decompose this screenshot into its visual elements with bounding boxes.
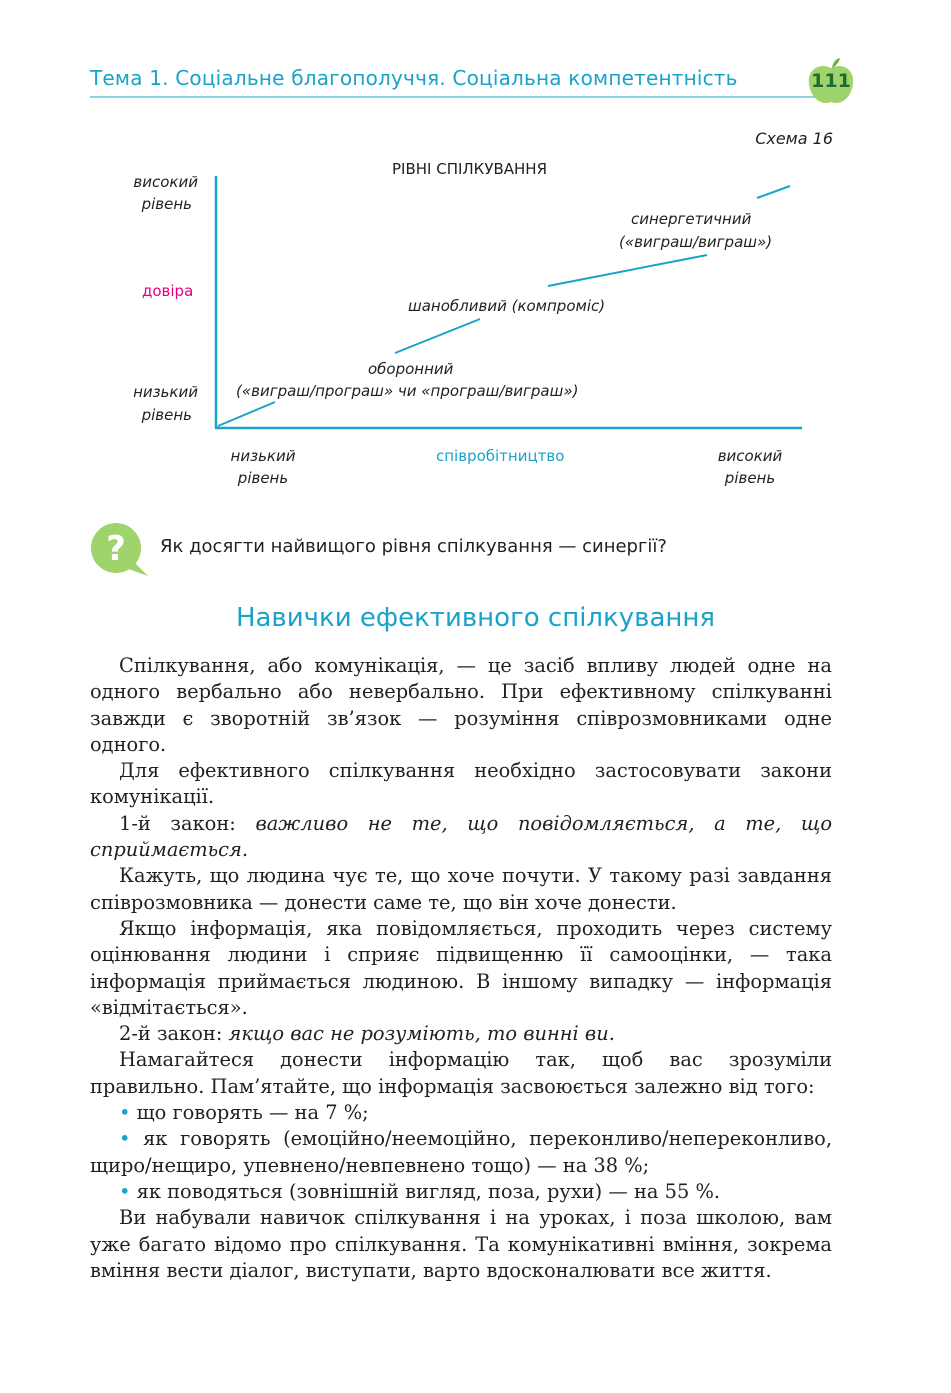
bullet-icon: •: [119, 1101, 131, 1125]
diagram-lines: [0, 0, 951, 520]
y-axis-high-label-2: рівень: [141, 195, 192, 213]
bullet-text-3: як поводяться (зовнішній вигляд, поза, рухи) — на 55 %.: [136, 1179, 721, 1203]
bullet-item-3: [90, 1179, 832, 1205]
law-1-label: 1-й закон:: [119, 811, 256, 835]
scheme-label: Схема 16: [755, 129, 833, 148]
paragraph-2: Для ефективного спілкування необхідно застосовувати закони комунікації.: [90, 759, 832, 809]
paragraph-4: Якщо інформація, яка повідомляється, проходить через систему оцінювання людини і сприяє підвищенню її самооцінки, — така інформація приймається людиною. В іншому випадку — інформація «відмітається».: [90, 916, 832, 1019]
paragraph-1: Спілкування, або комунікація, — це засіб впливу людей одне на одного вербально або невербально. При ефективному спілкуванні завжди є зворотній зв’язок — розуміння співрозмовниками одне одного.: [90, 654, 832, 756]
y-axis-high-label-1: високий: [133, 173, 198, 191]
synergy-upper-line: [757, 186, 790, 198]
bullet-text-2: як говорять (емоційно/неемоційно, переконливо/непереконливо, щиро/нещиро, упевнено/невпевнено тощо) — на 38 %;: [90, 1127, 832, 1177]
paragraph-5: Намагайтеся донести інформацію так, щоб вас зрозуміли правильно. Пам’ятайте, що інформація засвоюється залежно від того:: [90, 1048, 832, 1098]
svg-text:?: ?: [106, 529, 126, 569]
synergy-level-label: синергетичний: [631, 210, 752, 228]
x-axis-cooperation-label: співробітництво: [436, 447, 565, 465]
question-bubble-icon: [88, 522, 152, 578]
header-title: Тема 1. Соціальне благополуччя. Соціальна компетентність: [90, 66, 738, 90]
body-text: [90, 653, 832, 1284]
bullet-item-2: [90, 1126, 832, 1179]
y-axis-low-label-1: низький: [133, 383, 198, 401]
law-1: [90, 811, 832, 864]
defensive-level-label: оборонний: [368, 360, 454, 378]
question-text: Як досягти найвищого рівня спілкування — синергії?: [160, 536, 667, 557]
law-1-text: важливо не те, що повідомляється, а те, що сприймається.: [90, 811, 832, 862]
y-axis-trust-label: довіра: [142, 282, 194, 300]
x-axis-high-label-1: високий: [717, 447, 783, 465]
y-axis-low-label-2: рівень: [141, 406, 192, 424]
paragraph-3: Кажуть, що людина чує те, що хоче почути. У такому разі завдання співрозмовника — донести саме те, що він хоче донести.: [90, 864, 832, 914]
section-title: Навички ефективного спілкування: [235, 603, 716, 633]
bullet-item-1: [90, 1100, 832, 1126]
paragraph-6: Ви набували навичок спілкування і на уроках, і поза школою, вам уже багато відомо про спілкування. Та комунікативні вміння, зокрема вміння вести діалог, виступати, варто вдосконалювати все життя.: [90, 1206, 832, 1282]
bullet-icon: •: [119, 1127, 131, 1151]
diagram-title: РІВНІ СПІЛКУВАННЯ: [392, 160, 548, 178]
bullet-icon: •: [119, 1179, 131, 1203]
defensive-level-note: («виграш/програш» чи «програш/виграш»): [236, 382, 579, 400]
bullet-text-1: що говорять — на 7 %;: [136, 1101, 369, 1125]
respectful-level-label: шанобливий (компроміс): [408, 297, 606, 315]
page-number: 111: [811, 70, 851, 92]
communication-levels-diagram: [0, 0, 951, 520]
synergy-level-note: («виграш/виграш»): [619, 233, 773, 251]
defensive-level-line: [218, 402, 275, 426]
law-2-label: 2-й закон:: [119, 1022, 229, 1046]
respectful-level-line: [395, 319, 480, 353]
x-axis-high-label-2: рівень: [724, 469, 776, 487]
synergy-lower-line: [548, 255, 707, 286]
law-2-text: якщо вас не розуміють, то винні ви.: [228, 1022, 615, 1046]
law-2: [90, 1021, 832, 1047]
x-axis-low-label-2: рівень: [237, 469, 289, 487]
x-axis-low-label-1: низький: [230, 447, 296, 465]
